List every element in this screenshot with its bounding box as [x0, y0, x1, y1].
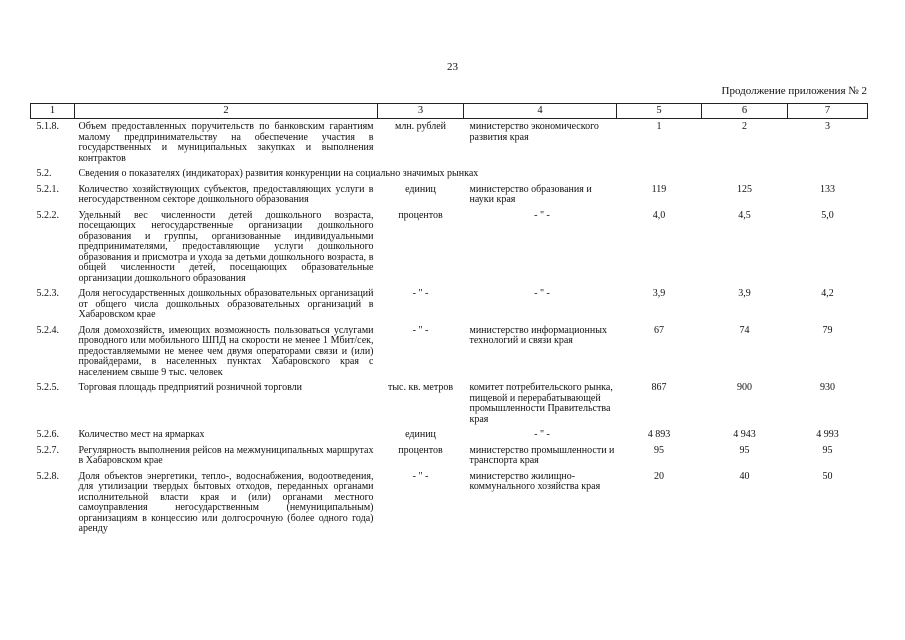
indicator-name: Количество мест на ярмарках [78, 429, 205, 440]
value-col-6: 95 [739, 444, 750, 456]
value-col-5: 95 [654, 444, 664, 456]
value-col-5: 4,0 [652, 209, 666, 221]
row-number: 5.2.3. [36, 288, 59, 299]
unit-of-measure: тыс. кв. метров [387, 382, 454, 393]
value-col-5: 1 [656, 121, 662, 132]
appendix-continuation: Продолжение приложения № 2 [721, 85, 867, 97]
indicator-name: Доля домохозяйств, имеющих возможность пользоваться услугами проводного или мобильного ШПД на скорости не менее 1 Мбит/сек, предоставляемыми не менее чем двумя операторами связи и (или) провайдерами, в населенных пунктах Хабаровского края с населением свыше 9 тыс. человек [78, 324, 374, 378]
row-number: 5.1.8. [36, 121, 59, 132]
value-col-5: 867 [651, 382, 667, 393]
responsible-executor: - " - [534, 209, 550, 221]
value-col-5: 3,9 [652, 288, 666, 299]
row-number: 5.2.4. [36, 324, 59, 336]
column-header: 7 [788, 104, 868, 119]
column-header: 4 [464, 104, 617, 119]
unit-of-measure: - " - [412, 288, 429, 299]
table-row [31, 472, 868, 540]
row-number: 5.2.6. [36, 429, 59, 440]
responsible-executor: министерство экономического развития края [469, 121, 599, 143]
value-col-7: 95 [822, 444, 833, 456]
table-row [31, 289, 868, 326]
row-number: 5.2.2. [36, 209, 59, 221]
unit-of-measure: единиц [405, 183, 436, 195]
responsible-executor: министерство промышленности и транспорта края [469, 444, 615, 466]
column-header: 2 [75, 104, 378, 119]
section-title: Сведения о показателях (индикаторах) развития конкуренции на социально значимых рынках [78, 168, 479, 179]
value-col-7: 5,0 [821, 209, 834, 221]
value-col-7: 930 [820, 382, 835, 393]
indicator-name: Удельный вес численности детей дошкольного возраста, посещающих негосударственные организации дошкольного образования и группы, организованные индивидуальными предпринимателями, предоставляющие услуги дошкольного образования и присмотра и ухода за детьми дошкольного возраста, в общей численности детей, посещающих образовательные организации дошкольного образования [78, 209, 374, 284]
responsible-executor: министерство информационных технологий и связи края [469, 324, 607, 346]
indicator-name: Регулярность выполнения рейсов на межмуниципальных маршрутах в Хабаровском крае [78, 444, 374, 466]
indicators-table [30, 103, 868, 540]
row-number: 5.2.5. [36, 382, 59, 393]
indicator-name: Доля объектов энергетики, тепло-, водоснабжения, водоотведения, для утилизации твердых бытовых отходов, переданных органами исполнительной власти края и (или) органами местного самоуправления негосударственным (немуниципальным) организациям в концессию или долгосрочную (более одного года) аренду [78, 470, 374, 534]
responsible-executor: министерство образования и науки края [469, 183, 592, 205]
value-col-7: 4,2 [821, 288, 834, 299]
indicator-name: Количество хозяйствующих субъектов, предоставляющих услуги в негосударственном секторе дошкольного образования [78, 183, 374, 205]
column-number-row [31, 104, 868, 119]
responsible-executor: министерство жилищно-коммунального хозяйства края [469, 470, 601, 492]
value-col-6: 900 [737, 382, 752, 393]
unit-of-measure: процентов [398, 209, 443, 221]
value-col-6: 4 943 [733, 429, 756, 440]
unit-of-measure: процентов [398, 444, 443, 456]
value-col-6: 125 [737, 183, 752, 195]
indicator-name: Доля негосударственных дошкольных образовательных организаций от общего числа дошкольных образовательных организаций в Хабаровском крае [78, 288, 374, 320]
row-number: 5.2.7. [36, 444, 59, 456]
value-col-5: 4 893 [647, 429, 671, 440]
table-row [31, 185, 868, 211]
unit-of-measure: - " - [412, 470, 429, 482]
value-col-5: 20 [654, 470, 664, 482]
value-col-5: 119 [651, 183, 667, 195]
responsible-executor: комитет потребительского рынка, пищевой и перерабатывающей промышленности Правительства края [469, 382, 613, 425]
value-col-6: 74 [739, 324, 750, 336]
value-col-6: 2 [742, 121, 747, 132]
responsible-executor: - " - [534, 429, 550, 440]
table-row [31, 119, 868, 170]
table-row [31, 430, 868, 446]
column-header: 1 [31, 104, 75, 119]
column-header: 5 [617, 104, 702, 119]
indicator-name: Торговая площадь предприятий розничной торговли [78, 382, 302, 393]
table-row [31, 326, 868, 384]
section-number: 5.2. [36, 168, 52, 179]
value-col-6: 40 [739, 470, 750, 482]
responsible-executor: - " - [534, 288, 550, 299]
table-row [31, 446, 868, 472]
row-number: 5.2.1. [36, 183, 59, 195]
unit-of-measure: млн. рублей [394, 121, 447, 132]
row-number: 5.2.8. [36, 470, 59, 482]
value-col-7: 50 [822, 470, 833, 482]
value-col-7: 79 [822, 324, 833, 336]
unit-of-measure: единиц [405, 429, 436, 440]
unit-of-measure: - " - [412, 324, 429, 336]
table-row [31, 211, 868, 290]
value-col-7: 133 [820, 183, 835, 195]
value-col-5: 67 [654, 324, 664, 336]
value-col-7: 4 993 [816, 429, 839, 440]
value-col-6: 4,5 [738, 209, 751, 221]
indicator-name: Объем предоставленных поручительств по банковским гарантиям малому предпринимательству на обеспечение участия в государственных и муниципальных закупках и выполнения контрактов [78, 121, 374, 164]
value-col-7: 3 [825, 121, 830, 132]
value-col-6: 3,9 [738, 288, 751, 299]
table-row [31, 383, 868, 430]
page-number: 23 [447, 61, 458, 73]
column-header: 6 [702, 104, 788, 119]
section-row [31, 169, 868, 185]
column-header: 3 [378, 104, 464, 119]
